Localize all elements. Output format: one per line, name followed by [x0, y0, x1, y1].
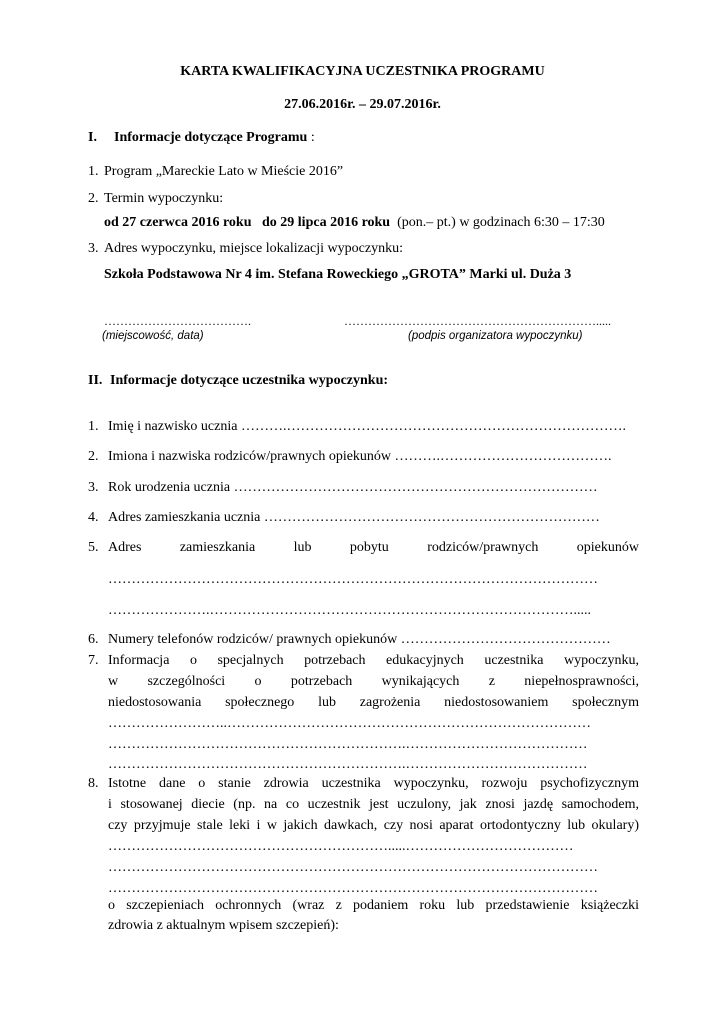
health-info-dots-3: …………………………………………………………………………………………… [108, 881, 598, 896]
health-info-line-1: Istotne dane o stanie zdrowia uczestnika wypoczynku, rozwoju psychofizycznym [108, 776, 639, 791]
parents-address-line-1: …………………………………………………………………………………………… [108, 572, 598, 587]
section-1-heading-suffix: : [307, 130, 315, 145]
vaccinations-line-2: zdrowia z aktualnym wpisem szczepień): [108, 918, 339, 933]
birth-year-field: Rok urodzenia ucznia …………………………………………………………………… [108, 480, 598, 495]
field-6-number: 6. [88, 632, 99, 647]
health-info-dots-2: …………………………………………………………………………………………… [108, 860, 598, 875]
section-2-number: II. [88, 373, 103, 388]
field-5-number: 5. [88, 540, 99, 555]
section-2-heading: Informacje dotyczące uczestnika wypoczynku: [110, 373, 389, 388]
address-label: Adres wypoczynku, miejsce lokalizacji wypoczynku: [104, 241, 403, 256]
field-3-number: 3. [88, 480, 99, 495]
term-hours: (pon.– pt.) w godzinach 6:30 – 17:30 [390, 215, 605, 230]
special-needs-line-3: niedostosowania społecznego lub zagrożenia niedostosowaniem społecznym [108, 695, 639, 710]
special-needs-dots-1: ……………………..…………………………………………………………………… [108, 716, 591, 731]
section-1-heading [114, 130, 315, 146]
place-date-caption: (miejscowość, data) [102, 330, 204, 342]
health-info-dots-1: …………………………………………………….....……………………………… [108, 839, 574, 854]
parents-address-field: Adres zamieszkania lub pobytu rodziców/prawnych opiekunów [108, 540, 639, 555]
term-value [104, 215, 605, 231]
special-needs-line-1: Informacja o specjalnych potrzebach edukacyjnych uczestnika wypoczynku, [108, 653, 639, 668]
organizer-signature-caption: (podpis organizatora wypoczynku) [408, 330, 583, 342]
field-8-number: 8. [88, 776, 99, 791]
program-dates: 27.06.2016r. – 29.07.2016r. [284, 97, 441, 112]
field-7-number: 7. [88, 653, 99, 668]
special-needs-line-2: w szczególności o potrzebach wynikających z niepełnosprawności, [108, 674, 639, 689]
section-1-item-1-number: 1. [88, 164, 99, 179]
vaccinations-line-1: o szczepieniach ochronnych (wraz z podaniem roku lub przedstawienie książeczki [108, 898, 639, 913]
organizer-signature-line: ………………………………………………………..... [344, 314, 611, 328]
health-info-line-3: czy przyjmuje stale leki i w jakich dawkach, czy nosi aparat ortodontyczny lub okulary) [108, 818, 639, 833]
field-4-number: 4. [88, 510, 99, 525]
field-2-number: 2. [88, 449, 99, 464]
student-name-field: Imię i nazwisko ucznia ……….………………………………………………………………. [108, 419, 626, 434]
venue-address: Szkoła Podstawowa Nr 4 im. Stefana Roweckiego „GROTA” Marki ul. Duża 3 [104, 267, 572, 282]
section-1-item-3-number: 3. [88, 241, 99, 256]
section-1-number: I. [88, 130, 97, 145]
special-needs-dots-2: ……………………………………………………….………………………………… [108, 737, 588, 752]
health-info-line-2: i stosowanej diecie (np. na co uczestnik jest uczulony, jak znosi jazdę samochodem, [108, 797, 639, 812]
field-1-number: 1. [88, 419, 99, 434]
term-dates: od 27 czerwca 2016 roku do 29 lipca 2016 roku [104, 215, 391, 230]
place-date-line: ………………………………. [104, 314, 251, 328]
term-label: Termin wypoczynku: [104, 191, 224, 206]
parents-phone-field: Numery telefonów rodziców/ prawnych opiekunów ……………………………………… [108, 632, 611, 647]
section-1-item-2-number: 2. [88, 191, 99, 206]
special-needs-dots-3: ……………………………………………………….………………………………… [108, 757, 588, 772]
student-address-field: Adres zamieszkania ucznia ……………………………………………………………… [108, 510, 600, 525]
form-title: KARTA KWALIFIKACYJNA UCZESTNIKA PROGRAMU [180, 64, 545, 79]
program-name: Program „Mareckie Lato w Mieście 2016” [104, 164, 344, 179]
parents-address-line-2: ………………….……………………………………………………………………..... [108, 603, 591, 618]
section-1-heading-text: Informacje dotyczące Programu [114, 130, 308, 145]
parents-names-field: Imiona i nazwiska rodziców/prawnych opiekunów ……….………………………………. [108, 449, 612, 464]
